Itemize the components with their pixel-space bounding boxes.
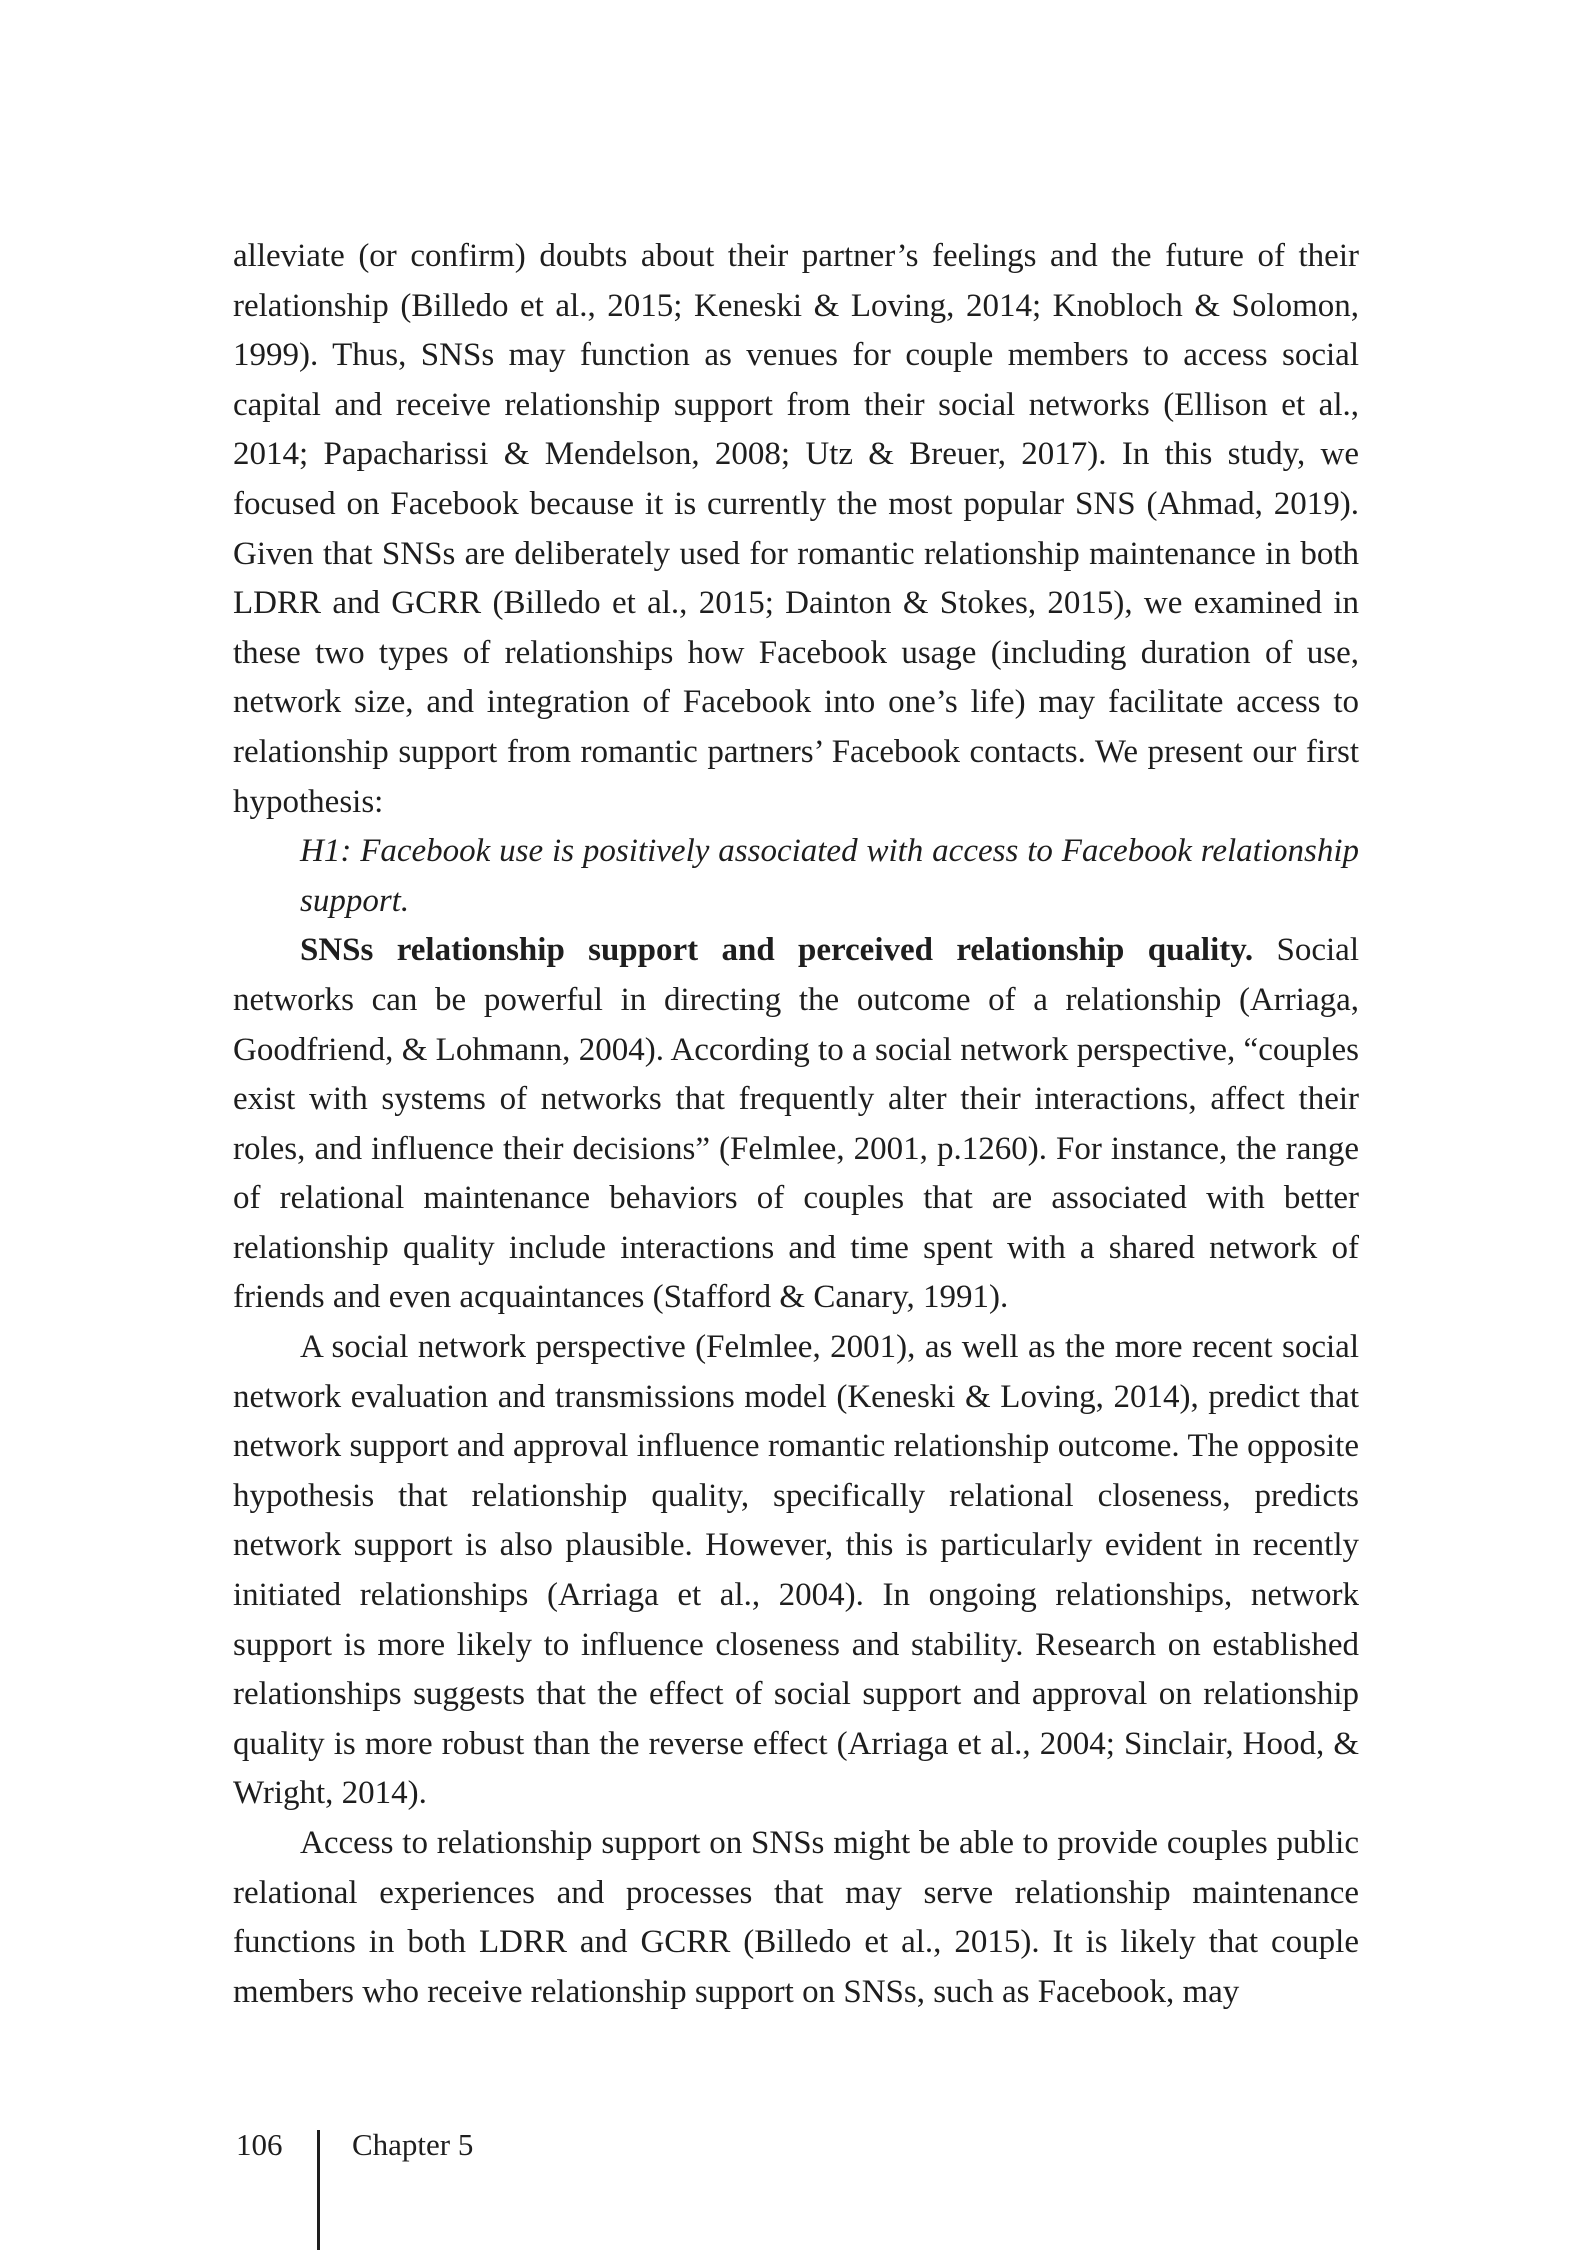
section-heading: SNSs relationship support and perceived relationship quality.: [300, 932, 1254, 969]
page-footer: [0, 2112, 1594, 2250]
paragraph-2-text: Social networks can be powerful in directing the outcome of a relationship (Arriaga, Goodfriend, & Lohmann, 2004). According to a social network perspective, “couples exist with systems of networks that frequently alter their interactions, affect their roles, and influence their decisions” (Felmlee, 2001, p.1260). For instance, the range of relational maintenance behaviors of couples that are associated with better relationship quality include interactions and time spent with a shared network of friends and even acquaintances (Stafford & Canary, 1991).: [233, 932, 1359, 1316]
paragraph-1: alleviate (or confirm) doubts about their partner’s feelings and the future of their relationship (Billedo et al., 2015; Keneski & Loving, 2014; Knobloch & Solomon, 1999). Thus, SNSs may function as venues for couple members to access social capital and receive relationship support from their social networks (Ellison et al., 2014; Papacharissi & Mendelson, 2008; Utz & Breuer, 2017). In this study, we focused on Facebook because it is currently the most popular SNS (Ahmad, 2019). Given that SNSs are deliberately used for romantic relationship maintenance in both LDRR and GCRR (Billedo et al., 2015; Dainton & Stokes, 2015), we examined in these two types of relationships how Facebook usage (including duration of use, network size, and integration of Facebook into one’s life) may facilitate access to relationship support from romantic partners’ Facebook contacts. We present our first hypothesis:: [233, 238, 1359, 820]
chapter-label: Chapter 5: [352, 2127, 474, 2162]
page-body: [233, 232, 1359, 2017]
paragraph-3: A social network perspective (Felmlee, 2001), as well as the more recent social network evaluation and transmissions model (Keneski & Loving, 2014), predict that network support and approval influence romantic relationship outcome. The opposite hypothesis that relationship quality, specifically relational closeness, predicts network support is also plausible. However, this is particularly evident in recently initiated relationships (Arriaga et al., 2004). In ongoing relationships, network support is more likely to influence closeness and stability. Research on established relationships suggests that the effect of social support and approval on relationship quality is more robust than the reverse effect (Arriaga et al., 2004; Sinclair, Hood, & Wright, 2014).: [233, 1329, 1359, 1812]
paragraph-2: [233, 926, 1359, 1323]
paragraph-4: Access to relationship support on SNSs might be able to provide couples public relational experiences and processes that may serve relationship maintenance functions in both LDRR and GCRR (Billedo et al., 2015). It is likely that couple members who receive relationship support on SNSs, such as Facebook, may: [233, 1825, 1359, 2010]
footer-divider: [317, 2130, 320, 2250]
hypothesis-h1: H1: Facebook use is positively associated with access to Facebook relationship support.: [300, 833, 1359, 919]
page-number: 106: [236, 2127, 283, 2162]
